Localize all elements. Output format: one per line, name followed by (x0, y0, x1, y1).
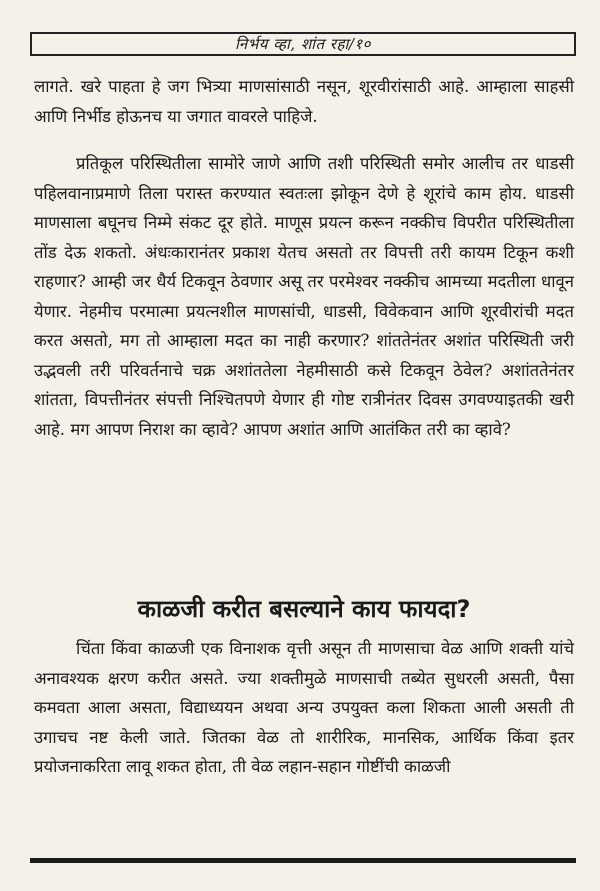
paragraph-worry: चिंता किंवा काळजी एक विनाशक वृत्ती असून ती माणसाचा वेळ आणि शक्ती यांचे अनावश्यक क्षरण करीत असते. ज्या शक्तीमुळे माणसाची तब्येत सुधरली असती, पैसा कमवता आला असता, विद्याध्ययन अथवा अन्य उपयुक्त कला शिकता आली असती ती उगाचच नष्ट केली जाते. जितका वेळ तो शारीरिक, मानसिक, आर्थिक किंवा इतर प्रयोजनाकरिता लावू शकत होता, ती वेळ लहान-सहान गोष्टींची काळजी (34, 639, 574, 776)
running-header: निर्भय व्हा, शांत रहा/१० (30, 32, 576, 56)
bottom-rule (30, 858, 576, 863)
section-heading: काळजी करीत बसल्याने काय फायदा? (137, 595, 471, 623)
paragraph-courage: प्रतिकूल परिस्थितीला सामोरे जाणे आणि तशी परिस्थिती समोर आलीच तर धाडसी पहिलवानाप्रमाणे तिला परास्त करण्यात स्वतःला झोकून देणे हे शूरांचे काम होय. धाडसी माणसाला बघूनच निम्मे संकट दूर होते. माणूस प्रयत्न करून नक्कीच विपरीत परिस्थितीला तोंड देऊ शकतो. अंधःकारानंतर प्रकाश येतच असतो तर विपत्ती तरी कायम टिकून कशी राहणार? आम्ही जर धैर्य टिकवून ठेवणार असू तर परमेश्वर नक्कीच आमच्या मदतीला धावून येणार. नेहमीच परमात्मा प्रयत्नशील माणसांची, धाडसी, विवेकवान आणि शूरवीरांची मदत करत असतो, मग तो आम्हाला मदत का नाही करणार? शांततेनंतर अशांत परिस्थिती जरी उद्भवली तरी परिवर्तनाचे चक्र अशांततेला नेहमीसाठी कसे टिकवून ठेवेल? अशांततेनंतर शांतता, विपत्तीनंतर संपत्ती निश्चितपणे येणार ही गोष्ट रात्रीनंतर दिवस उगवण्याइतकी खरी आहे. मग आपण निराश का व्हावे? आपण अशांत आणि आतंकित तरी का व्हावे? (34, 154, 574, 439)
paragraph-continuation: लागते. खरे पाहता हे जग भित्र्या माणसांसाठी नसून, शूरवीरांसाठी आहे. आम्हाला साहसी आणि निर्भीड होऊनच या जगात वावरले पाहिजे. (34, 77, 574, 126)
